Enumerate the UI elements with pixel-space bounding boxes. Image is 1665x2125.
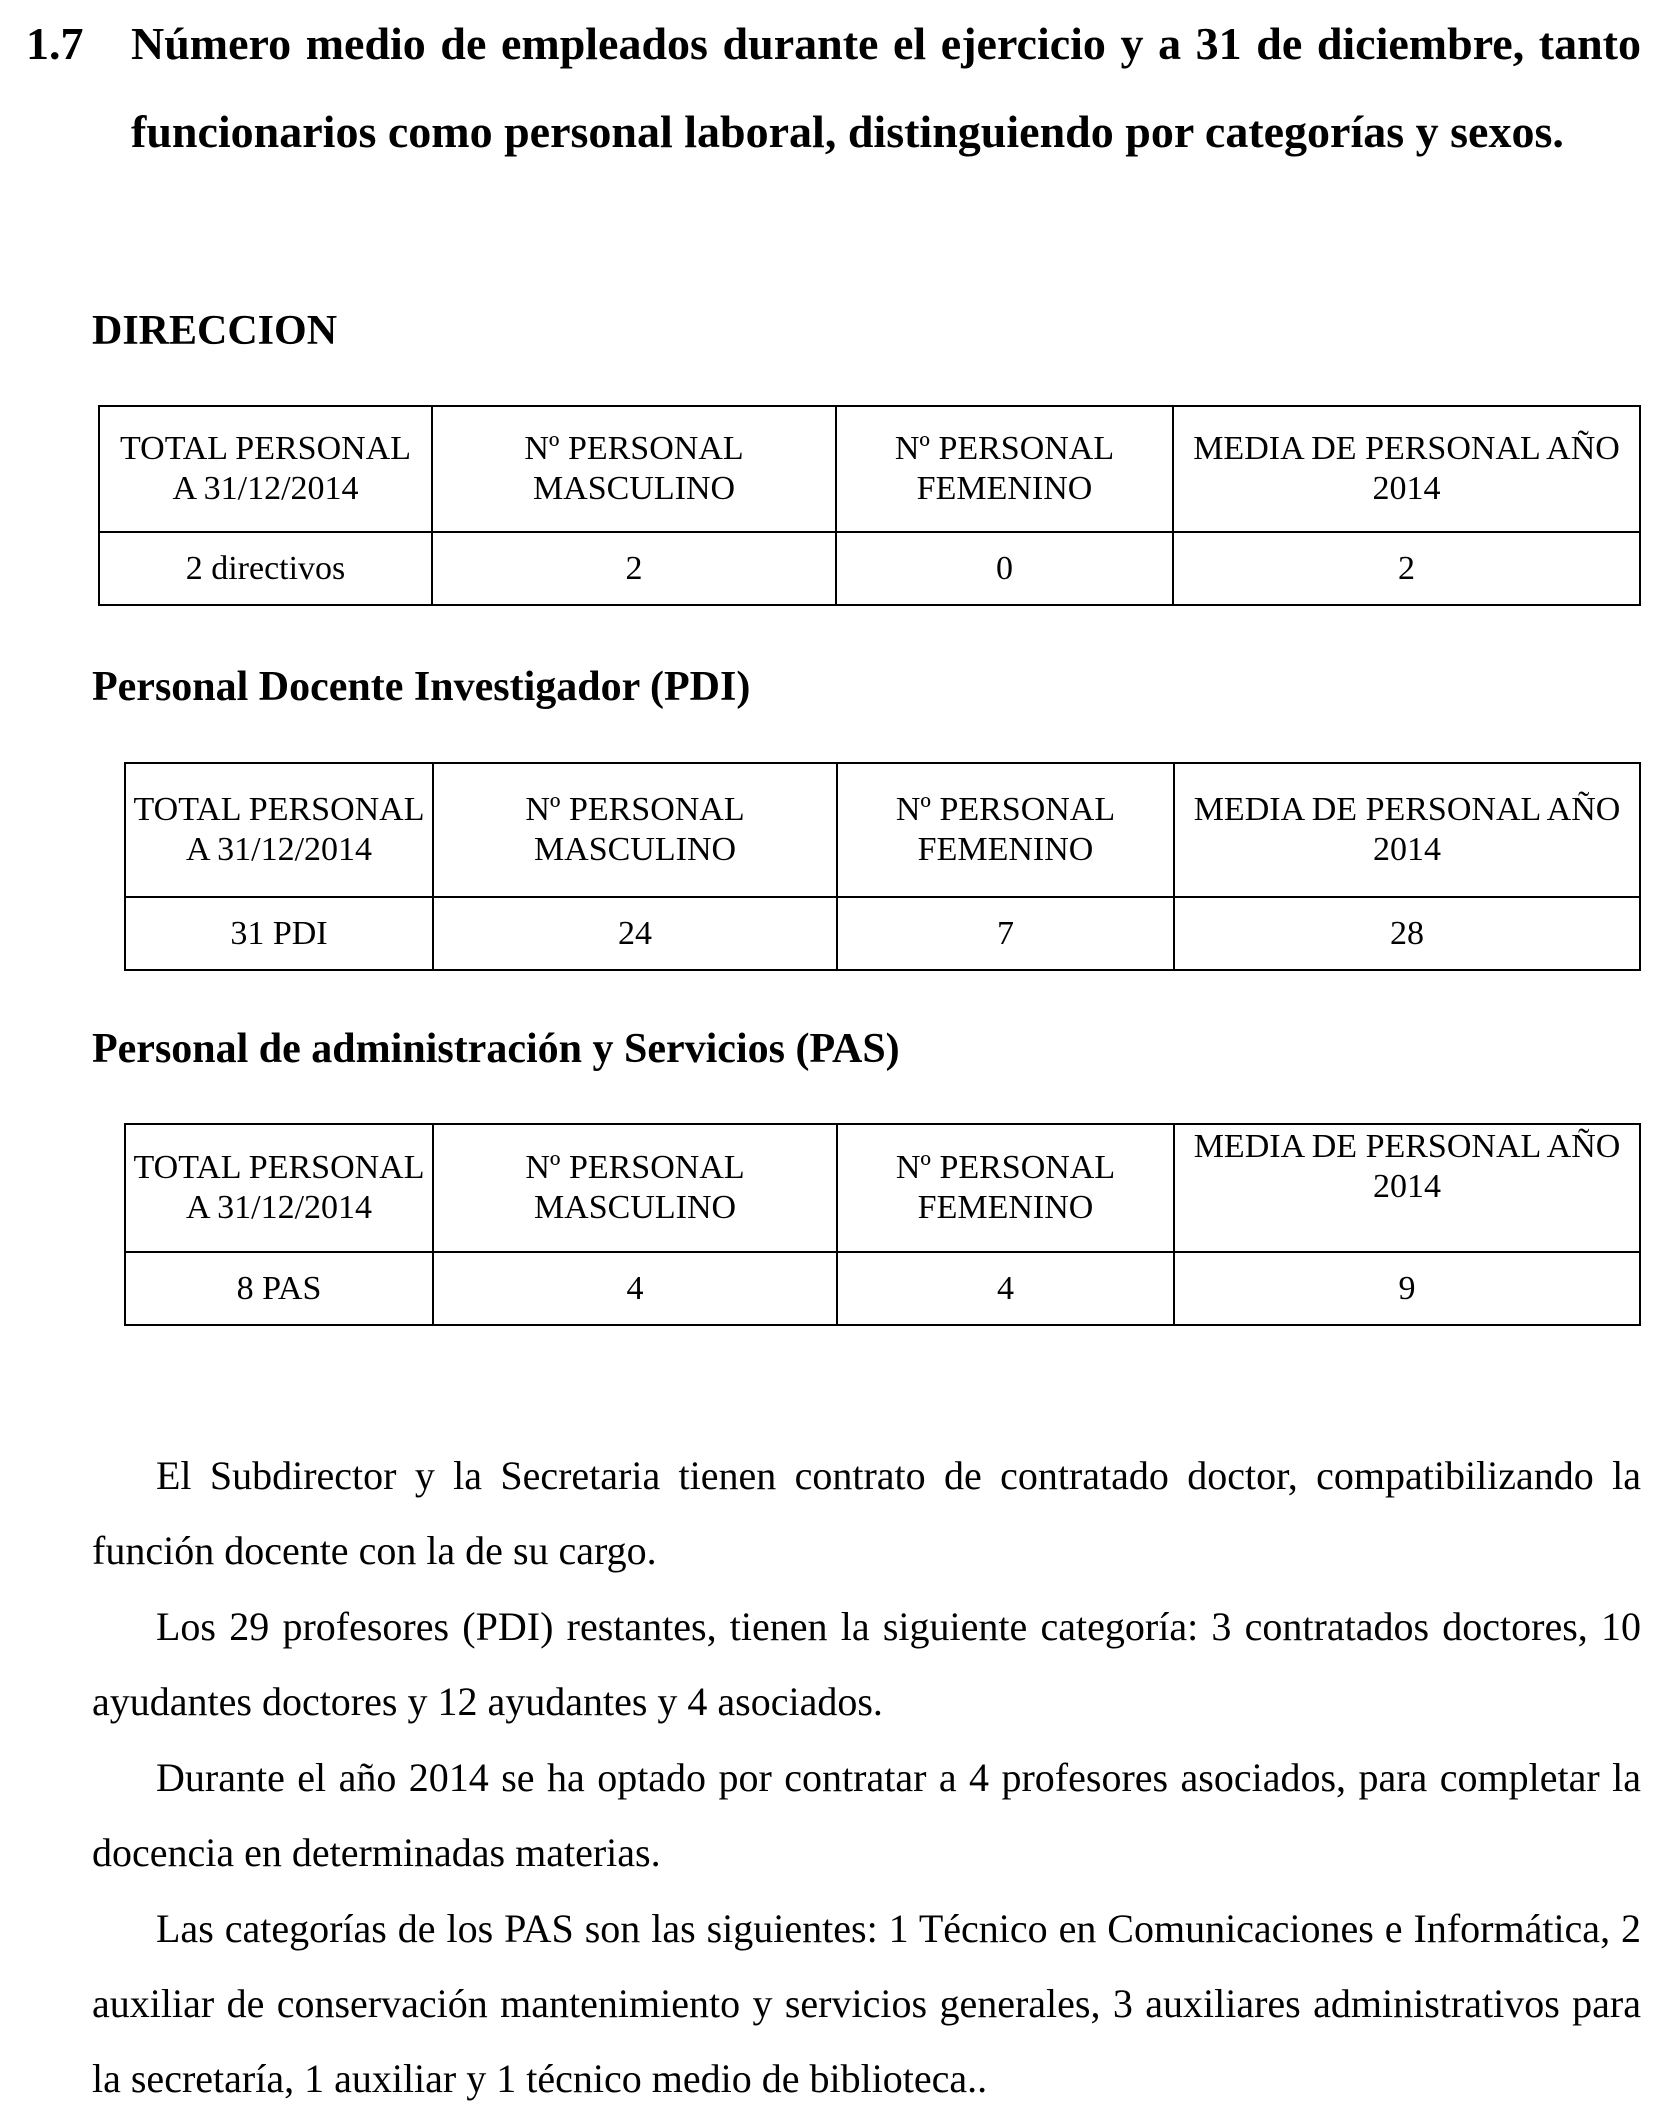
table-heading-pas: Personal de administración y Servicios (PAS) (92, 1026, 900, 1072)
cell-female: 7 (837, 897, 1174, 970)
cell-male: 4 (433, 1252, 837, 1325)
header-average: MEDIA DE PERSONAL AÑO 2014 (1173, 406, 1640, 532)
cell-male: 24 (433, 897, 837, 970)
header-average: MEDIA DE PERSONAL AÑO 2014 (1174, 763, 1640, 897)
header-female: Nº PERSONAL FEMENINO (837, 763, 1174, 897)
header-female: Nº PERSONAL FEMENINO (836, 406, 1173, 532)
table-heading-pdi: Personal Docente Investigador (PDI) (92, 664, 751, 710)
table-row (125, 1252, 1640, 1325)
header-male: Nº PERSONAL MASCULINO (433, 763, 837, 897)
section-title: Número medio de empleados durante el ejercicio y a 31 de diciembre, tanto funcionarios como personal laboral, distinguiendo por categorías y sexos. (131, 18, 1641, 157)
cell-male: 2 (432, 532, 836, 605)
paragraph: Durante el año 2014 se ha optado por contratar a 4 profesores asociados, para completar la docencia en determinadas materias. (92, 1755, 1641, 1875)
table-header-row (125, 763, 1640, 897)
paragraph: Los 29 profesores (PDI) restantes, tienen la siguiente categoría: 3 contratados doctores, 10 ayudantes doctores y 12 ayudantes y 4 asociados. (92, 1604, 1641, 1724)
section-number: 1.7 (26, 18, 84, 69)
table-heading-direccion: DIRECCION (92, 308, 338, 354)
table-row (99, 532, 1640, 605)
cell-average: 2 (1173, 532, 1640, 605)
table-row (125, 897, 1640, 970)
header-total: TOTAL PERSONAL A 31/12/2014 (125, 763, 433, 897)
header-female: Nº PERSONAL FEMENINO (837, 1124, 1174, 1252)
table-direccion (98, 405, 1641, 606)
cell-average: 9 (1174, 1252, 1640, 1325)
cell-female: 4 (837, 1252, 1174, 1325)
table-pas (124, 1123, 1641, 1326)
cell-average: 28 (1174, 897, 1640, 970)
header-male: Nº PERSONAL MASCULINO (432, 406, 836, 532)
header-total: TOTAL PERSONAL A 31/12/2014 (99, 406, 432, 532)
table-header-row (99, 406, 1640, 532)
table-pdi (124, 762, 1641, 971)
header-total: TOTAL PERSONAL A 31/12/2014 (125, 1124, 433, 1252)
paragraph: El Subdirector y la Secretaria tienen contrato de contratado doctor, compatibilizando la función docente con la de su cargo. (92, 1453, 1641, 1573)
cell-female: 0 (836, 532, 1173, 605)
header-male: Nº PERSONAL MASCULINO (433, 1124, 837, 1252)
cell-total: 31 PDI (125, 897, 433, 970)
cell-total: 8 PAS (125, 1252, 433, 1325)
paragraph: Las categorías de los PAS son las siguientes: 1 Técnico en Comunicaciones e Informática, 2 auxiliar de conservación mantenimiento y servicios generales, 3 auxiliares administrativos para la secretaría, 1 auxiliar y 1 técnico medio de biblioteca.. (92, 1906, 1641, 2101)
header-average: MEDIA DE PERSONAL AÑO 2014 (1174, 1124, 1640, 1252)
table-header-row (125, 1124, 1640, 1252)
cell-total: 2 directivos (99, 532, 432, 605)
